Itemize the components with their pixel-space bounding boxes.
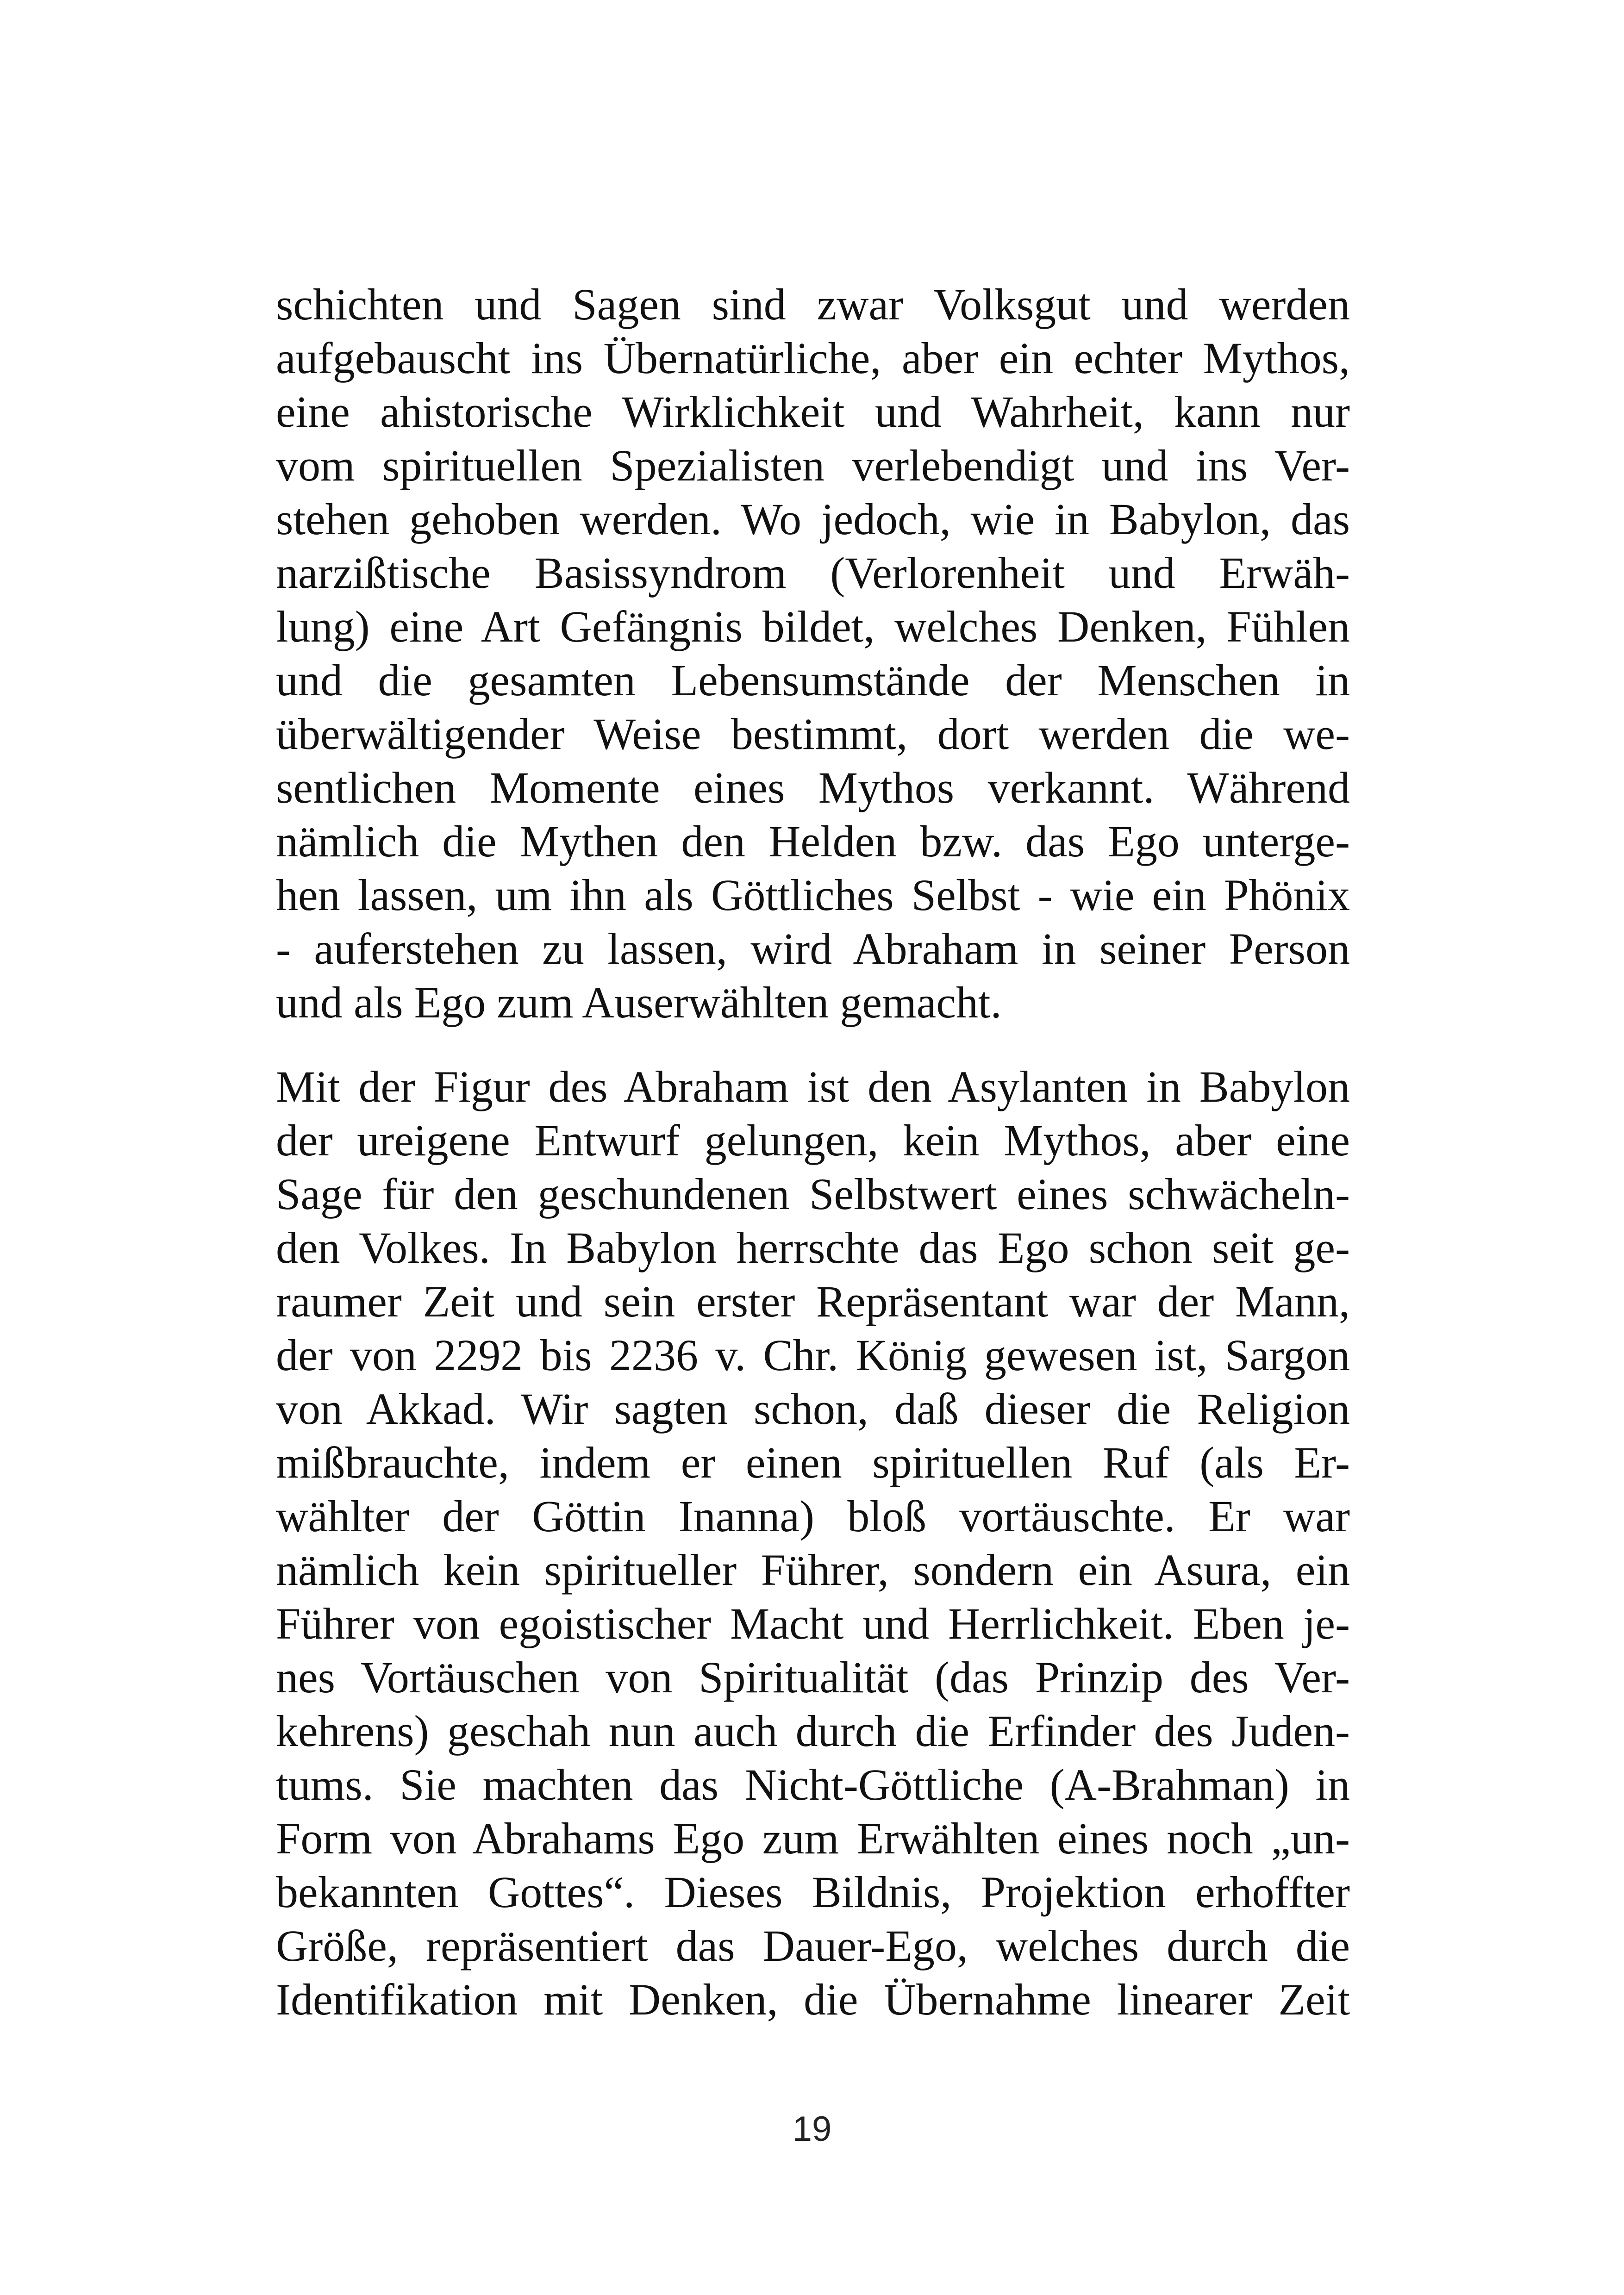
text-line: Sage für den geschundenen Selbstwert eines schwächeln- xyxy=(276,1169,1350,1219)
text-line: der ureigene Entwurf gelungen, kein Mythos, aber eine xyxy=(276,1116,1350,1165)
text-line: wählter der Göttin Inanna) bloß vortäuschte. Er war xyxy=(276,1491,1350,1541)
text-line: Identifikation mit Denken, die Übernahme linearer Zeit xyxy=(276,1975,1350,2024)
text-line: Größe, repräsentiert das Dauer-Ego, welches durch die xyxy=(276,1921,1350,1971)
text-line: der von 2292 bis 2236 v. Chr. König gewesen ist, Sargon xyxy=(276,1330,1350,1380)
text-line: narzißtische Basissyndrom (Verlorenheit und Erwäh- xyxy=(276,548,1350,598)
paragraph-1 xyxy=(276,278,1350,1029)
text-line: sentlichen Momente eines Mythos verkannt. Während xyxy=(276,763,1350,812)
text-line: überwältigender Weise bestimmt, dort werden die we- xyxy=(276,709,1350,759)
text-line: - auferstehen zu lassen, wird Abraham in seiner Person xyxy=(276,924,1350,973)
text-line: kehrens) geschah nun auch durch die Erfinder des Juden- xyxy=(276,1706,1350,1756)
text-line: schichten und Sagen sind zwar Volksgut und werden xyxy=(276,280,1350,329)
text-line: tums. Sie machten das Nicht-Göttliche (A-Brahman) in xyxy=(276,1760,1350,1809)
text-line: stehen gehoben werden. Wo jedoch, wie in Babylon, das xyxy=(276,494,1350,544)
text-line: Mit der Figur des Abraham ist den Asylanten in Babylon xyxy=(276,1062,1350,1111)
text-line: lung) eine Art Gefängnis bildet, welches Denken, Fühlen xyxy=(276,602,1350,651)
text-line: raumer Zeit und sein erster Repräsentant war der Mann, xyxy=(276,1277,1350,1326)
text-line: Form von Abrahams Ego zum Erwählten eines noch „un- xyxy=(276,1814,1350,1863)
text-line: bekannten Gottes“. Dieses Bildnis, Projektion erhoffter xyxy=(276,1867,1350,1917)
text-line: mißbrauchte, indem er einen spirituellen Ruf (als Er- xyxy=(276,1438,1350,1487)
text-line: nämlich die Mythen den Helden bzw. das Ego unterge- xyxy=(276,817,1350,866)
text-line: vom spirituellen Spezialisten verlebendigt und ins Ver- xyxy=(276,441,1350,490)
text-line: den Volkes. In Babylon herrschte das Ego schon seit ge- xyxy=(276,1223,1350,1272)
text-line: aufgebauscht ins Übernatürliche, aber ein echter Mythos, xyxy=(276,333,1350,383)
text-line: und als Ego zum Auserwählten gemacht. xyxy=(276,978,1002,1027)
text-line: eine ahistorische Wirklichkeit und Wahrheit, kann nur xyxy=(276,387,1350,437)
text-line: und die gesamten Lebensumstände der Menschen in xyxy=(276,655,1350,705)
text-line: Führer von egoistischer Macht und Herrlichkeit. Eben je- xyxy=(276,1599,1350,1648)
page-number: 19 xyxy=(792,2109,832,2149)
paragraph-2 xyxy=(276,1060,1350,2027)
text-line: nämlich kein spiritueller Führer, sondern ein Asura, ein xyxy=(276,1545,1350,1595)
text-line: hen lassen, um ihn als Göttliches Selbst - wie ein Phönix xyxy=(276,870,1350,920)
text-line: nes Vortäuschen von Spiritualität (das Prinzip des Ver- xyxy=(276,1653,1350,1702)
text-line: von Akkad. Wir sagten schon, daß dieser die Religion xyxy=(276,1384,1350,1434)
